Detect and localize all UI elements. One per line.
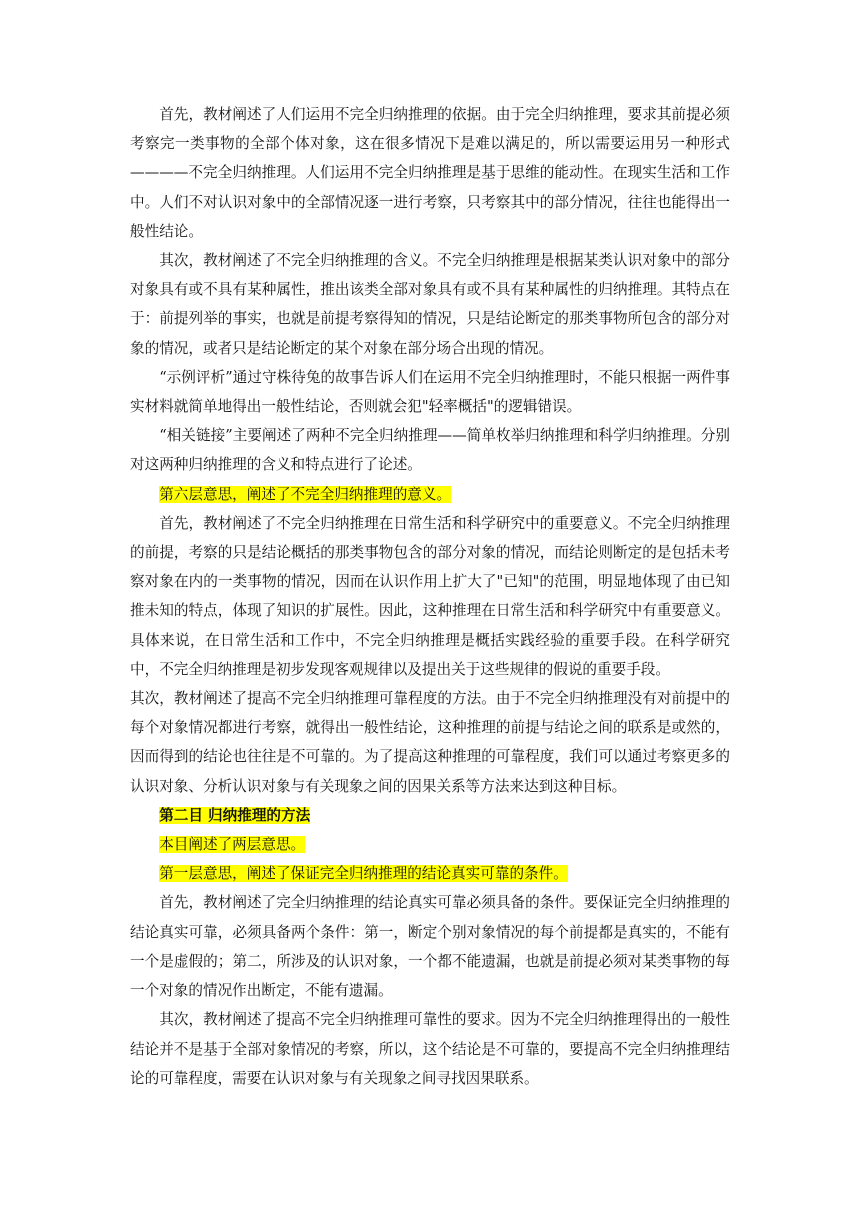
paragraph-significance: 首先，教材阐述了不完全归纳推理在日常生活和科学研究中的重要意义。不完全归纳推理的前提，考察的只是结论概括的那类事物包含的部分对象的情况，而结论则断定的是包括未考察对象在内的一类事物的情况，因而在认识作用上扩大了"已知"的范围，明显地体现了由已知推未知的特点，体现了知识的扩展性。因此，这种推理在日常生活和科学研究中有重要意义。具体来说，在日常生活和工作中，不完全归纳推理是概括实践经验的重要手段。在科学研究中，不完全归纳推理是初步发现客观规律以及提出关于这些规律的假说的重要手段。 <box>130 514 730 678</box>
section-heading-second-item <box>130 801 730 830</box>
highlighted-heading-sixth-layer <box>130 480 730 509</box>
paragraph-conditions: 首先，教材阐述了完全归纳推理的结论真实可靠必须具备的条件。要保证完全归纳推理的结论真实可靠，必须具备两个条件：第一，断定个别对象情况的每个前提都是真实的，不能有一个是虚假的；第二，所涉及的认识对象，一个都不能遗漏，也就是前提必须对某类事物的每一个对象的情况作出断定，不能有遗漏。 <box>130 894 730 1000</box>
highlight-text: 本目阐述了两层意思。 <box>159 836 306 854</box>
highlight-text: 第一层意思，阐述了保证完全归纳推理的结论真实可靠的条件。 <box>159 865 568 883</box>
paragraph-definition: 其次，教材阐述了不完全归纳推理的含义。不完全归纳推理是根据某类认识对象中的部分对象具有或不具有某种属性，推出该类全部对象具有或不具有某种属性的归纳推理。其特点在于：前提列举的事实，也就是前提考察得知的情况，只是结论断定的那类事物所包含的部分对象的情况，或者只是结论断定的某个对象在部分场合出现的情况。 <box>130 252 730 357</box>
highlighted-intro <box>130 830 730 859</box>
paragraph-requirements: 其次，教材阐述了提高不完全归纳推理可靠性的要求。因为不完全归纳推理得出的一般性结论并不是基于全部对象情况的考察，所以，这个结论是不可靠的，要提高不完全归纳推理结论的可靠程度，需要在认识对象与有关现象之间寻找因果联系。 <box>130 1011 730 1087</box>
highlighted-heading-first-layer <box>130 859 730 888</box>
highlight-text: 第六层意思，阐述了不完全归纳推理的意义。 <box>159 485 452 503</box>
highlight-bold-text: 第二目 归纳推理的方法 <box>159 806 311 824</box>
document-body <box>130 100 730 1093</box>
paragraph-related-link: “相关链接”主要阐述了两种不完全归纳推理——简单枚举归纳推理和科学归纳推理。分别对这两种归纳推理的含义和特点进行了论述。 <box>130 427 730 474</box>
paragraph-basis: 首先，教材阐述了人们运用不完全归纳推理的依据。由于完全归纳推理，要求其前提必须考察完一类事物的全部个体对象，这在很多情况下是难以满足的，所以需要运用另一种形式————不完全归纳推理。人们运用不完全归纳推理是基于思维的能动性。在现实生活和工作中。人们不对认识对象中的全部情况逐一进行考察，只考察其中的部分情况，往往也能得出一般性结论。 <box>130 106 730 240</box>
paragraph-example-review: “示例评析”通过守株待兔的故事告诉人们在运用不完全归纳推理时，不能只根据一两件事实材料就简单地得出一般性结论，否则就会犯"轻率概括"的逻辑错误。 <box>130 368 730 416</box>
paragraph-reliability-methods: 其次，教材阐述了提高不完全归纳推理可靠程度的方法。由于不完全归纳推理没有对前提中的每个对象情况都进行考察，就得出一般性结论，这种推理的前提与结论之间的联系是或然的，因而得到的结论也往往是不可靠的。为了提高这种推理的可靠程度，我们可以通过考察更多的认识对象、分析认识对象与有关现象之间的因果关系等方法来达到这种目标。 <box>130 690 730 795</box>
